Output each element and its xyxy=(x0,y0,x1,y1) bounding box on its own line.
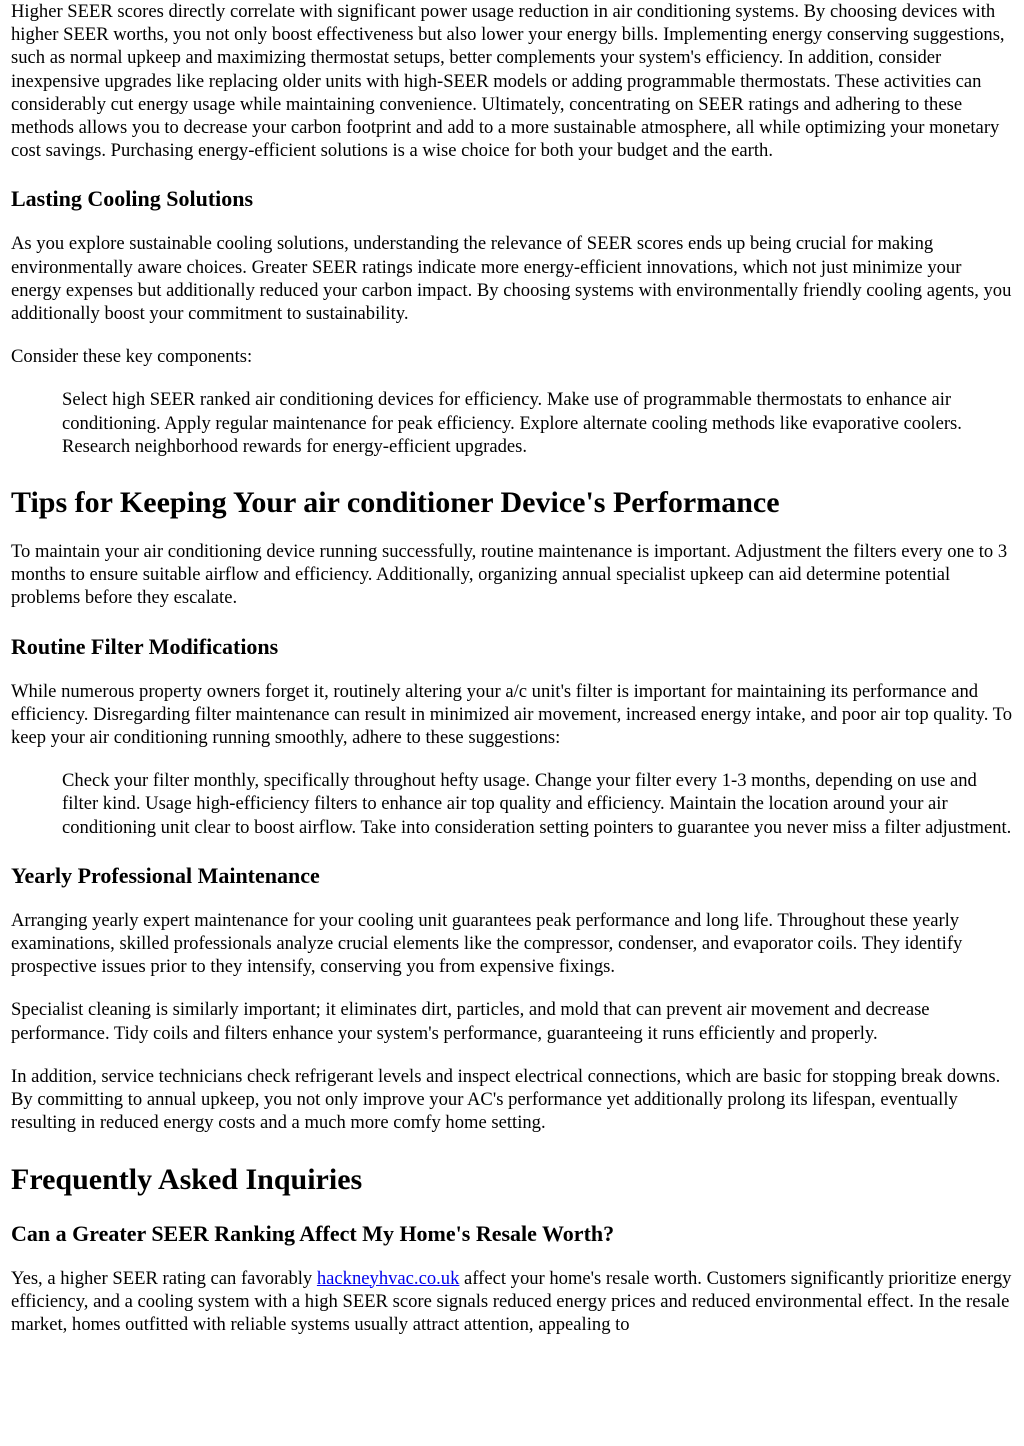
faq-answer-1 xyxy=(11,1267,1014,1337)
yearly-paragraph-1: Arranging yearly expert maintenance for your cooling unit guarantees peak performance and long life. Throughout these yearly examinations, skilled professionals analyze crucial elements like the compressor, condenser, and evaporator coils. They identify prospective issues prior to they intensify, conserving you from expensive fixings. xyxy=(11,909,963,978)
hackneyhvac-link[interactable]: hackneyhvac.co.uk xyxy=(316,1267,460,1289)
lasting-quote: Select high SEER ranked air conditioning devices for efficiency. Make use of programmable thermostats to enhance air conditioning. Apply regular maintenance for peak efficiency. Explore alternate cooling methods like evaporative coolers. Research neighborhood rewards for energy-efficient upgrades. xyxy=(62,389,962,457)
heading-faq: Frequently Asked Inquiries xyxy=(11,1162,363,1196)
filters-quote: Check your filter monthly, specifically throughout hefty usage. Change your filter every 1-3 months, depending on use and filter kind. Usage high-efficiency filters to enhance air top quality and efficiency. Maintain the location around your air conditioning unit clear to boost airflow. Take into consideration setting pointers to guarantee you never miss a filter adjustment. xyxy=(62,770,1012,838)
heading-faq-q1: Can a Greater SEER Ranking Affect My Home's Resale Worth? xyxy=(11,1220,615,1246)
heading-filter-modifications: Routine Filter Modifications xyxy=(11,633,279,659)
lasting-paragraph-1: As you explore sustainable cooling solutions, understanding the relevance of SEER scores ends up being crucial for making environmentally aware choices. Greater SEER ratings indicate more energy-efficient innovations, which not just minimize your energy expenses but additionally reduced your carbon impact. By choosing systems with environmentally friendly cooling agents, you additionally boost your commitment to sustainability. xyxy=(11,233,1012,325)
yearly-paragraph-3: In addition, service technicians check refrigerant levels and inspect electrical connections, which are basic for stopping break downs. By committing to annual upkeep, you not only improve your AC's performance yet additionally prolong its lifespan, eventually resulting in reduced energy costs and a much more comfy home setting. xyxy=(11,1065,1001,1134)
faq-answer-1-after: affect your home's resale worth. Customers significantly prioritize energy efficiency, and a cooling system with a high SEER score signals reduced energy prices and reduced environmental effect. In the resale market, homes outfitted with reliable systems usually attract attention, appealing to xyxy=(11,1267,1012,1335)
lasting-paragraph-2: Consider these key components: xyxy=(11,346,253,368)
heading-lasting-cooling: Lasting Cooling Solutions xyxy=(11,186,254,212)
faq-answer-1-before: Yes, a higher SEER rating can favorably xyxy=(11,1267,317,1289)
filters-paragraph-1: While numerous property owners forget it, routinely altering your a/c unit's filter is important for maintaining its performance and efficiency. Disregarding filter maintenance can result in minimized air movement, increased energy intake, and poor air top quality. To keep your air conditioning running smoothly, adhere to these suggestions: xyxy=(11,680,1013,749)
heading-yearly-maintenance: Yearly Professional Maintenance xyxy=(11,862,320,888)
tips-paragraph-1: To maintain your air conditioning device running successfully, routine maintenance is important. Adjustment the filters every one to 3 months to ensure suitable airflow and efficiency. Additionally, organizing annual specialist upkeep can aid determine potential problems before they escalate. xyxy=(11,541,1008,609)
intro-paragraph: Higher SEER scores directly correlate with significant power usage reduction in air conditioning systems. By choosing devices with higher SEER worths, you not only boost effectiveness but also lower your energy bills. Implementing energy conserving suggestions, such as normal upkeep and maximizing thermostat setups, better complements your system's efficiency. In addition, consider inexpensive upgrades like replacing older units with high-SEER models or adding programmable thermostats. These activities can considerably cut energy usage while maintaining convenience. Ultimately, concentrating on SEER ratings and adhering to these methods allows you to decrease your carbon footprint and add to a more sustainable atmosphere, all while optimizing your monetary cost savings. Purchasing energy-efficient solutions is a wise choice for both your budget and the earth. xyxy=(11,1,1005,162)
heading-tips: Tips for Keeping Your air conditioner Device's Performance xyxy=(11,486,780,520)
yearly-paragraph-2: Specialist cleaning is similarly important; it eliminates dirt, particles, and mold that can prevent air movement and decrease performance. Tidy coils and filters enhance your system's performance, guaranteeing it runs efficiently and properly. xyxy=(11,999,930,1044)
